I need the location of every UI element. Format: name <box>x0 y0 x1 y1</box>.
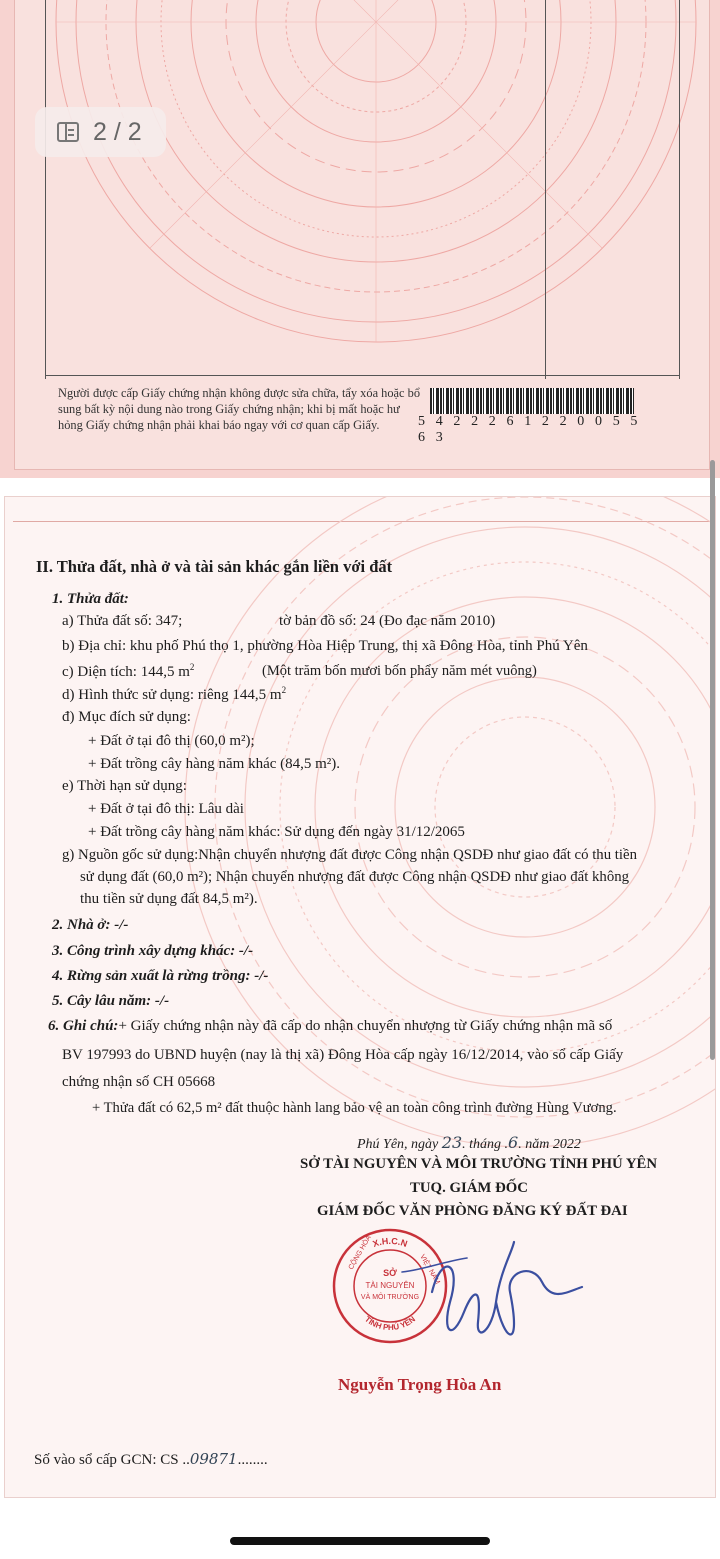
seal-center-text: VÀ MÔI TRƯỜNG <box>360 1294 420 1301</box>
signer-name: Nguyễn Trọng Hòa An <box>338 1375 502 1394</box>
parcel-number: a) Thửa đất số: 347; <box>62 613 183 629</box>
seal-top-text: X.H.C.N <box>371 1235 409 1249</box>
usage-form-value: d) Hình thức sử dụng: riêng 144,5 m <box>62 687 282 703</box>
address: b) Địa chỉ: khu phố Phú thọ 1, phường Hòa Hiệp Trung, thị xã Đông Hòa, tỉnh Phú Yên <box>62 638 588 654</box>
register-number <box>34 1450 268 1469</box>
seal-bottom-text: TỈNH PHÚ YÊN <box>362 1314 418 1333</box>
usage-origin-line: thu tiền sử dụng đất 84,5 m²). <box>80 891 258 907</box>
warning-note-line: Người được cấp Giấy chứng nhận không được sửa chữa, tẩy xóa hoặc bổ <box>58 386 421 400</box>
map-sheet: tờ bản đồ số: 24 (Đo đạc năm 2010) <box>279 613 496 629</box>
notes-label: 6. Ghi chú: <box>48 1018 119 1034</box>
usage-origin-line: sử dụng đất (60,0 m²); Nhận chuyển nhượng đất được Công nhận QSDĐ như giao đất không <box>80 869 630 885</box>
usage-purpose: đ) Mục đích sử dụng: <box>62 709 191 725</box>
usage-form <box>62 685 286 704</box>
issue-year: . năm 2022 <box>518 1137 581 1152</box>
position-title: GIÁM ĐỐC VĂN PHÒNG ĐĂNG KÝ ĐẤT ĐAI <box>317 1203 628 1219</box>
area <box>62 662 194 681</box>
notes-line: chứng nhận số CH 05668 <box>62 1074 216 1090</box>
usage-form-unit-sup: 2 <box>281 685 287 695</box>
tuq-title: TUQ. GIÁM ĐỐC <box>410 1180 528 1196</box>
page-indicator-label: 2 / 2 <box>93 117 142 146</box>
perennial-item: 5. Cây lâu năm: -/- <box>52 993 170 1009</box>
issue-month-prefix: . tháng . <box>462 1137 509 1152</box>
warning-note-line: hỏng Giấy chứng nhận phải khai báo ngay với cơ quan cấp Giấy. <box>58 418 380 432</box>
issue-date <box>357 1133 581 1153</box>
other-works-item: 3. Công trình xây dựng khác: -/- <box>52 943 254 959</box>
notes-line: + Giấy chứng nhận này đã cấp do nhận chuyển nhượng từ Giấy chứng nhận mã số <box>118 1018 613 1034</box>
issue-month: 6 <box>508 1133 519 1152</box>
usage-purpose-item: + Đất ở tại đô thị (60,0 m²); <box>88 733 255 749</box>
notes-line: BV 197993 do UBND huyện (nay là thị xã) Đông Hòa cấp ngày 16/12/2014, vào sổ cấp Giấy <box>62 1047 624 1063</box>
section-title: II. Thửa đất, nhà ở và tài sản khác gắn liền với đất <box>36 557 393 576</box>
area-value: c) Diện tích: 144,5 m <box>62 664 190 680</box>
usage-term-item: + Đất ở tại đô thị: Lâu dài <box>88 801 244 817</box>
agency-name: SỞ TÀI NGUYÊN VÀ MÔI TRƯỜNG TỈNH PHÚ YÊN <box>300 1156 658 1172</box>
seal-center-text: SỞ <box>383 1268 397 1278</box>
handwritten-signature <box>392 1232 592 1362</box>
seal-center-text: TÀI NGUYÊN <box>365 1281 415 1290</box>
seal-left-text: CỘNG HÒA <box>347 1234 373 1271</box>
issue-day: 23 <box>441 1133 463 1152</box>
seal-right-text: VIỆT NAM <box>418 1253 441 1286</box>
register-label: Số vào sổ cấp GCN: CS .. <box>34 1452 190 1468</box>
register-trail: ........ <box>237 1452 268 1468</box>
issue-date-prefix: Phú Yên, ngày <box>357 1137 439 1152</box>
notes-line: + Thửa đất có 62,5 m² đất thuộc hành lang bảo vệ an toàn công trình đường Hùng Vương. <box>92 1100 617 1116</box>
forest-item: 4. Rừng sản xuất là rừng trồng: -/- <box>52 968 269 984</box>
home-indicator[interactable] <box>230 1537 490 1545</box>
register-value: 09871 <box>189 1450 238 1468</box>
house-item: 2. Nhà ở: -/- <box>52 917 129 933</box>
usage-term-item: + Đất trồng cây hàng năm khác: Sử dụng đến ngày 31/12/2065 <box>88 824 465 840</box>
usage-term: e) Thời hạn sử dụng: <box>62 778 187 794</box>
usage-purpose-item: + Đất trồng cây hàng năm khác (84,5 m²). <box>88 756 341 772</box>
notes <box>48 1018 612 1035</box>
usage-origin: g) Nguồn gốc sử dụng:Nhận chuyển nhượng đất được Công nhận QSDĐ như giao đất có thu tiền <box>62 847 637 863</box>
land-heading: 1. Thửa đất: <box>52 591 129 607</box>
area-in-words: (Một trăm bốn mươi bốn phẩy năm mét vuông) <box>262 663 537 679</box>
warning-note-line: sung bất kỳ nội dung nào trong Giấy chứng nhận; khi bị mất hoặc hư <box>58 402 400 416</box>
serial-number: 5 4 2 2 2 6 1 2 2 0 0 5 5 6 3 <box>418 414 641 445</box>
area-unit-sup: 2 <box>189 662 195 672</box>
